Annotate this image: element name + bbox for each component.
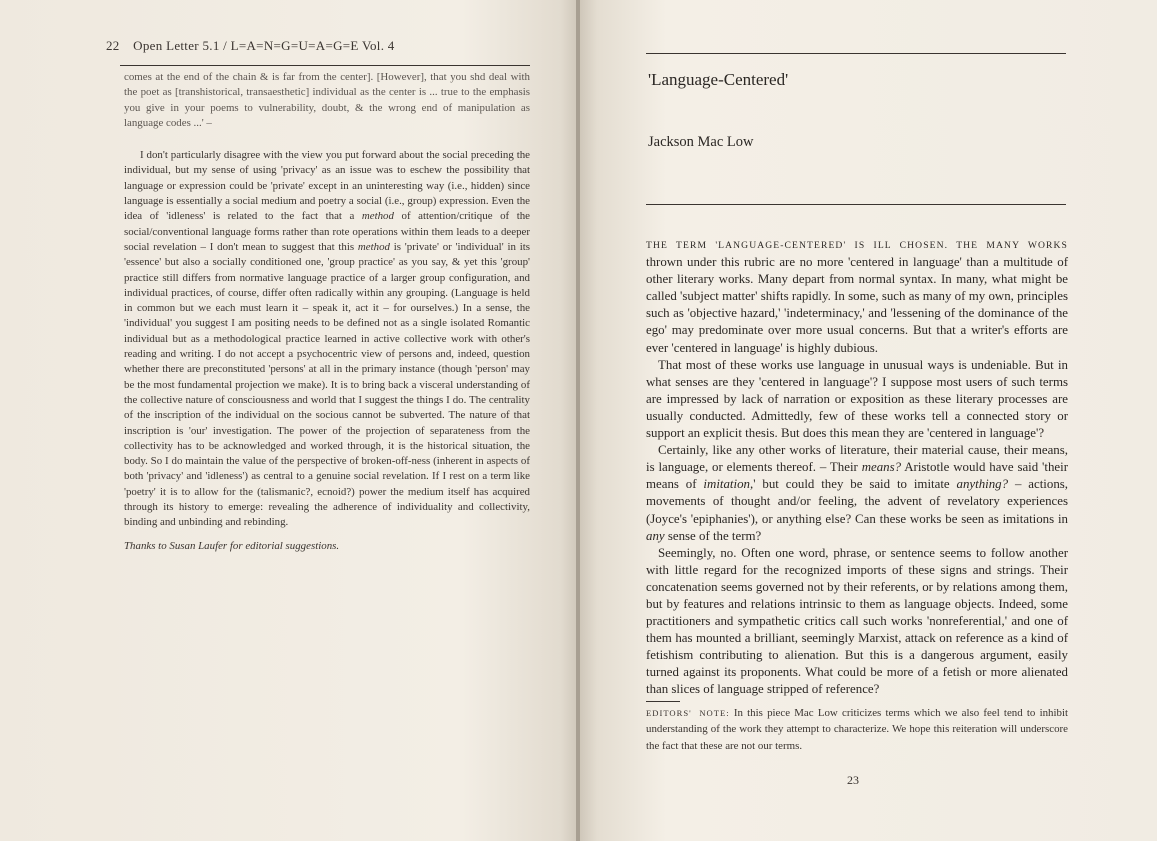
p3-text-e: sense of the term? (667, 528, 762, 543)
article-title: 'Language-Centered' (648, 70, 789, 89)
emphasis-method-2: method (357, 240, 390, 253)
body-paragraph (124, 148, 530, 530)
editors-note-label: EDITORS' NOTE: (646, 707, 730, 718)
title-top-rule (646, 53, 1066, 54)
running-head-title: Open Letter 5.1 / L=A=N=G=U=A=G=E Vol. 4 (133, 38, 395, 53)
p3-emphasis-anything: anything? (956, 477, 1009, 492)
body-text-2: of attention/critique of the social/conventional language forms rather than rote operations within them leads to a deeper social revelation – I don't mean to suggest that this (124, 210, 531, 253)
paragraph-1-text: thrown under this rubric are no more 'centered in language' than a multitude of other literary works. Many depart from normal syntax. In many, what might be called 'subject matter' shifts rapidly. In some, such as many of my own, principles such as 'objective hazard,' 'indeterminacy,' and 'lessening of the dominance of the ego' may predominate over more usual concerns. But that a writer's efforts are ever 'centered in language' is highly dubious. (646, 255, 1068, 355)
editors-note-text: In this piece Mac Low criticizes terms which we also feel tend to inhibit understanding of the work they attempt to characterize. We hope this reiteration will underscore the fact that these are not our terms. (646, 706, 1069, 752)
paragraph-3 (646, 442, 1068, 545)
paragraph-1 (646, 236, 1068, 357)
author-name: Jackson Mac Low (648, 134, 754, 150)
right-page-number: 23 (847, 773, 859, 787)
acknowledgment: Thanks to Susan Laufer for editorial suggestions. (124, 539, 340, 552)
p3-emphasis-imitation: imitation, (703, 477, 754, 492)
opening-small-caps: THE TERM 'LANGUAGE-CENTERED' IS ILL CHOSEN. THE MANY WORKS (646, 240, 1068, 251)
paragraph-4: Seemingly, no. Often one word, phrase, or sentence seems to follow another with little regard for the recognized imports of these signs and strings. Their concatenation seems governed not by their referents, or by relations among them, but by features and relations intrinsic to them as language objects. Indeed, some practitioners and sympathetic critics call such works 'nonreferential,' and one of them has mounted a brilliant, seemingly Marxist, attack on reference as a kind of fetishism contributing to alienation. But this is a dangerous argument, easily turned against its proponents. What could be more of a fetish or more alienated than slices of language stripped of reference? (646, 545, 1068, 697)
left-page-number: 22 (106, 38, 120, 53)
left-page (0, 0, 578, 841)
body-text-1: I don't particularly disagree with the view you put forward about the social preceding the individual, but my sense of using 'privacy' as an issue was to eschew the possibility that language or expression could be 'private' except in an uninteresting way (i.e., hidden) since language is essentially a social medium and poetry a social (i.e., group) expression. Even the idea of 'idleness' is related to the fact that a (124, 149, 530, 223)
emphasis-method: method (361, 210, 394, 223)
left-column-text (124, 70, 530, 554)
p3-text-d: – actions, movements of thought and/or feeling, the advent of revelatory experiences (Joyce's 'epiphanies'), or anything else? Can these works be seen as imitations in (646, 477, 1068, 526)
paragraph-2: That most of these works use language in unusual ways is undeniable. But in what senses are they 'centered in language'? I suppose most users of such terms are impressed by lack of narration or exposition as these literary processes are usually conducted. Admittedly, few of these works tell a connected story or support an explicit thesis. But does this mean they are 'centered in language'? (646, 357, 1068, 441)
p3-emphasis-means: means? (861, 460, 902, 475)
p3-text-a: Certainly, like any other works of literature, their material cause, their means, is language, or elements thereof. – Their (646, 443, 1068, 475)
running-head (106, 38, 395, 54)
right-column-text (646, 236, 1068, 754)
header-rule (120, 65, 530, 66)
quoted-passage: comes at the end of the chain & is far from the center]. [However], that you shd deal with the poet as [transhistorical, transaesthetic] individual as the center is ... true to the emphasis you give in your poems to vulnerability, doubt, & the wrong end of manipulation as language codes ...' – (124, 71, 530, 129)
paragraph-gap (124, 131, 530, 148)
p3-text-c: ' but could they be said to imitate (753, 477, 950, 492)
p3-emphasis-any: any (646, 528, 665, 543)
p3-text-b: Aristotle would have said 'their means of (646, 460, 1069, 492)
note-rule (646, 701, 680, 702)
editors-note (646, 705, 1068, 755)
title-bottom-rule (646, 204, 1066, 205)
body-text-3: is 'private' or 'individual' in its 'essence' but also a socially conditioned one, 'group practice' as you say, & yet this 'group' practice still differs from normative language practice of a larger group configuration, and individual practices, of course, differ often radically within any grouping. (Language is held in common but we each must learn it – speak it, act it – for ourselves.) In a sense, the 'individual' you suggest I am positing needs to be defined not as a single isolated Romantic individual but as a methodological practice learned in active collective work with other's reading and writing. I do not accept a psychocentric view of persons and, indeed, question whether there are preconstituted 'persons' at all in the primary instance (though 'person' may be the most fundamental projection we make). It is to bring back a visceral understanding of the collective nature of consciousness and world that I suggest the things I do. The centrality of the inscription of the individual on the socious cannot be subverted. The nature of that inscription is 'our' investigation. The power of the projection of separateness from the collectivity has to be acknowledged and worked through, it is the historical situation, the body. So I do maintain the value of the perspective of broken-off-ness (inherent in aspects of both 'privacy' and 'idleness') as central to a genuine social revelation. If I rest on a term like 'poetry' it is to allow for the (talismanic?, ecnoid?) power the medium itself has acquired through its history to emerge: revealing the adherence of individuality and collectivity, binding and unbinding and rebinding. (124, 240, 530, 529)
